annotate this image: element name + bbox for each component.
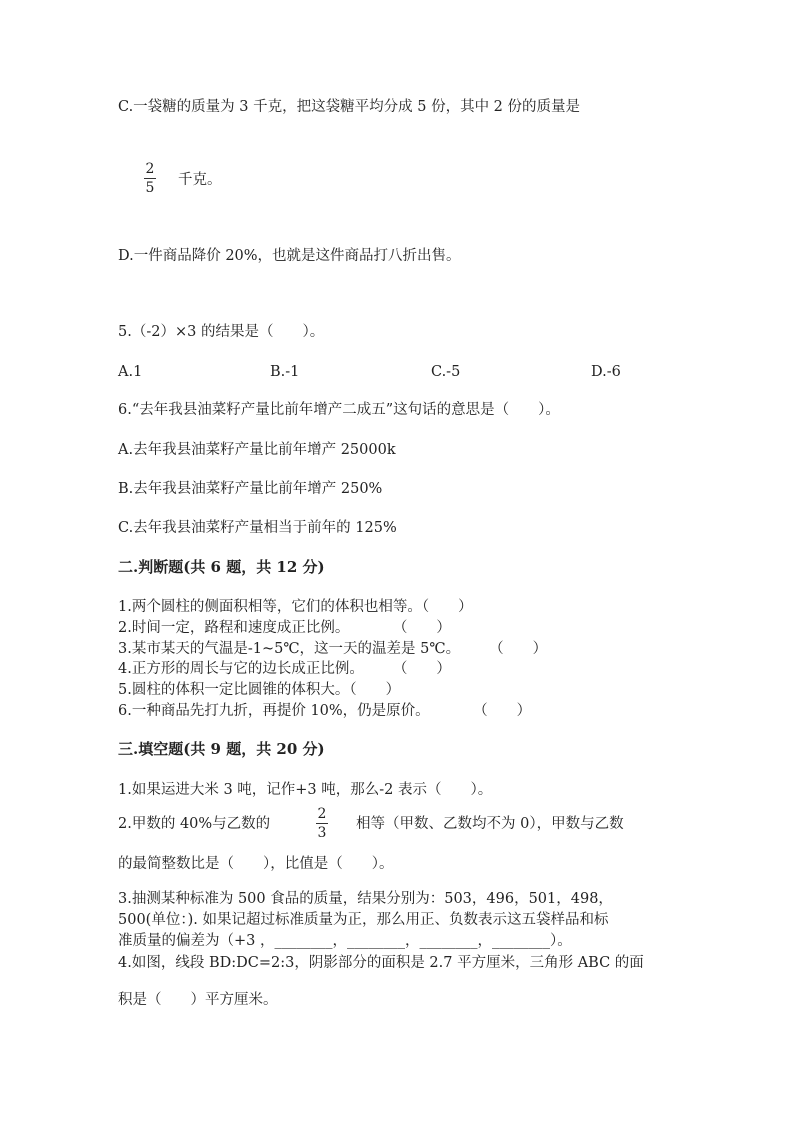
judge-item-4: 4.正方形的周长与它的边长成正比例。 （ ）	[118, 661, 451, 677]
fraction-denominator: 3	[317, 825, 327, 841]
judge-item-1: 1.两个圆柱的侧面积相等，它们的体积也相等。（ ）	[118, 599, 473, 615]
fraction-numerator: 2	[317, 806, 327, 822]
judge-item-6: 6.一种商品先打九折，再提价 10%，仍是原价。 （ ）	[118, 703, 532, 719]
fill-item-3-line1: 3.抽测某种标准为 500 食品的质量，结果分别为：503，496，501，498，	[118, 891, 613, 907]
q5-option-a: A.1	[118, 364, 143, 380]
fill-item-4-line1: 4.如图，线段 BD:DC=2:3，阴影部分的面积是 2.7 平方厘米，三角形 ABC 的面	[118, 955, 644, 971]
fraction-numerator: 2	[145, 161, 155, 177]
section2-title: 二.判断题(共 6 题，共 12 分)	[118, 558, 325, 576]
q6-option-c: C.去年我县油菜籽产量相当于前年的 125%	[118, 520, 397, 536]
q5-option-b: B.-1	[270, 364, 300, 380]
fill-item-3-line3: 准质量的偏差为（+3 ，________，________，________，________）。	[118, 933, 572, 949]
section3-title: 三.填空题(共 9 题，共 20 分)	[118, 740, 325, 758]
judge-item-3: 3.某市某天的气温是-1~5℃，这一天的温差是 5℃。 （ ）	[118, 641, 548, 657]
q4-option-d: D.一件商品降价 20%，也就是这件商品打八折出售。	[118, 248, 461, 264]
fraction-two-thirds	[316, 806, 328, 841]
fill-item-2-line2: 的最简整数比是（ ），比值是（ ）。	[118, 856, 394, 872]
q6-option-b: B.去年我县油菜籽产量比前年增产 250%	[118, 481, 383, 497]
q5-question: 5.（-2）×3 的结果是（ ）。	[118, 324, 325, 340]
q5-option-d: D.-6	[591, 364, 621, 380]
fraction-bar	[144, 178, 156, 179]
q4-option-c-unit: 千克。	[178, 172, 222, 188]
fraction-denominator: 5	[145, 180, 155, 196]
q5-option-c: C.-5	[431, 364, 461, 380]
fraction-two-fifths	[144, 161, 156, 196]
fill-item-1: 1.如果运进大米 3 吨，记作+3 吨，那么-2 表示（ ）。	[118, 782, 493, 798]
fill-item-4-line2: 积是（ ）平方厘米。	[118, 992, 278, 1008]
fill-item-2-end: 相等（甲数、乙数均不为 0），甲数与乙数	[356, 816, 624, 832]
fill-item-3-line2: 500(单位：). 如果记超过标准质量为正，那么用正、负数表示这五袋样品和标	[118, 912, 609, 928]
fraction-bar	[316, 823, 328, 824]
q4-option-c: C.一袋糖的质量为 3 千克，把这袋糖平均分成 5 份，其中 2 份的质量是	[118, 99, 581, 115]
judge-item-5: 5.圆柱的体积一定比圆锥的体积大。（ ）	[118, 682, 401, 698]
q6-question: 6.“去年我县油菜籽产量比前年增产二成五”这句话的意思是（ ）。	[118, 402, 560, 418]
q6-option-a: A.去年我县油菜籽产量比前年增产 25000k	[118, 442, 396, 458]
judge-item-2: 2.时间一定，路程和速度成正比例。 （ ）	[118, 620, 451, 636]
fill-item-2-start: 2.甲数的 40%与乙数的	[118, 816, 271, 832]
